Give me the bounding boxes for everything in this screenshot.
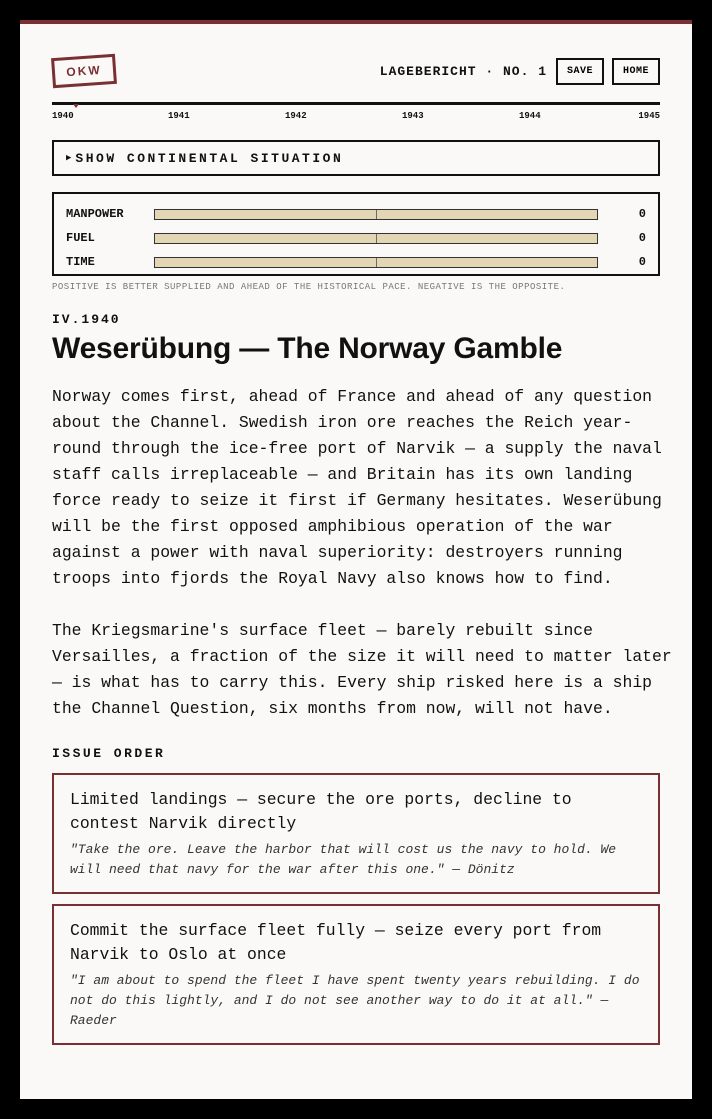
year-timeline: [52, 102, 660, 125]
order-quote: "Take the ore. Leave the harbor that will cost us the navy to hold. We will need that navy for the war after this one." — Dönitz: [70, 842, 617, 877]
okw-stamp-logo: OKW: [51, 54, 117, 88]
event-date: IV.1940: [52, 312, 121, 327]
order-option-limited-landings[interactable]: [52, 773, 660, 894]
toggle-label: SHOW CONTINENTAL SITUATION: [75, 150, 344, 166]
resource-row-fuel: [66, 226, 646, 250]
order-option-commit-fleet[interactable]: [52, 904, 660, 1045]
event-paragraph: Norway comes first, ahead of France and ahead of any question about the Channel. Swedish iron ore reaches the Reich year-round through the ice-free port of Narvik — a supply the naval staff calls irreplaceable — and Britain has its own landing force ready to seize it first if Germany hesitates. Weserübung will be the first opposed amphibious operation of the war against a power with naval superiority: destroyers running troops into fjords the Royal Navy also knows how to find.: [52, 387, 662, 588]
event-body: [52, 384, 672, 748]
event-paragraph: The Kriegsmarine's surface fleet — barely rebuilt since Versailles, a fraction of the size it will need to matter later — is what has to carry this. Every ship risked here is a ship the Channel Question, six months from now, will not have.: [52, 621, 672, 718]
timeline-year-1942: 1942: [285, 111, 307, 121]
resource-bar: [154, 209, 598, 220]
resource-bar-midline: [376, 234, 377, 243]
order-quote: "I am about to spend the fleet I have spent twenty years rebuilding. I do not do this lightly, and I do not see another way to do it at all." — Raeder: [70, 973, 640, 1028]
resource-row-time: [66, 250, 646, 274]
timeline-year-1941: 1941: [168, 111, 190, 121]
resource-label: TIME: [66, 255, 95, 269]
timeline-current-marker-icon: [73, 104, 79, 108]
page: [20, 20, 692, 1099]
timeline-years: [52, 111, 660, 125]
timeline-year-1944: 1944: [519, 111, 541, 121]
resource-panel: [52, 192, 660, 276]
resource-value: 0: [638, 231, 646, 245]
save-button[interactable]: SAVE: [556, 58, 604, 85]
timeline-year-1945: 1945: [638, 111, 660, 121]
resource-bar: [154, 257, 598, 268]
resource-label: MANPOWER: [66, 207, 124, 221]
order-title: Limited landings — secure the ore ports, decline to contest Narvik directly: [70, 790, 572, 833]
header-actions: [380, 58, 660, 85]
timeline-year-1940: 1940: [52, 111, 74, 121]
event-title: Weserübung — The Norway Gamble: [52, 332, 563, 365]
issue-order-heading: ISSUE ORDER: [52, 746, 166, 761]
show-continental-situation-toggle[interactable]: [52, 140, 660, 176]
report-number: LAGEBERICHT · NO. 1: [379, 64, 547, 79]
resource-value: 0: [638, 207, 646, 221]
triangle-right-icon: ▶: [66, 153, 72, 163]
resource-bar-midline: [376, 210, 377, 219]
resource-value: 0: [638, 255, 646, 269]
resource-bar-midline: [376, 258, 377, 267]
resource-bar: [154, 233, 598, 244]
timeline-bar: [52, 102, 660, 105]
timeline-year-1943: 1943: [402, 111, 424, 121]
home-button[interactable]: HOME: [612, 58, 660, 85]
resource-note: POSITIVE IS BETTER SUPPLIED AND AHEAD OF THE HISTORICAL PACE. NEGATIVE IS THE OPPOSITE.: [52, 282, 566, 292]
resource-label: FUEL: [66, 231, 95, 245]
resource-row-manpower: [66, 202, 646, 226]
order-title: Commit the surface fleet fully — seize every port from Narvik to Oslo at once: [70, 921, 602, 964]
